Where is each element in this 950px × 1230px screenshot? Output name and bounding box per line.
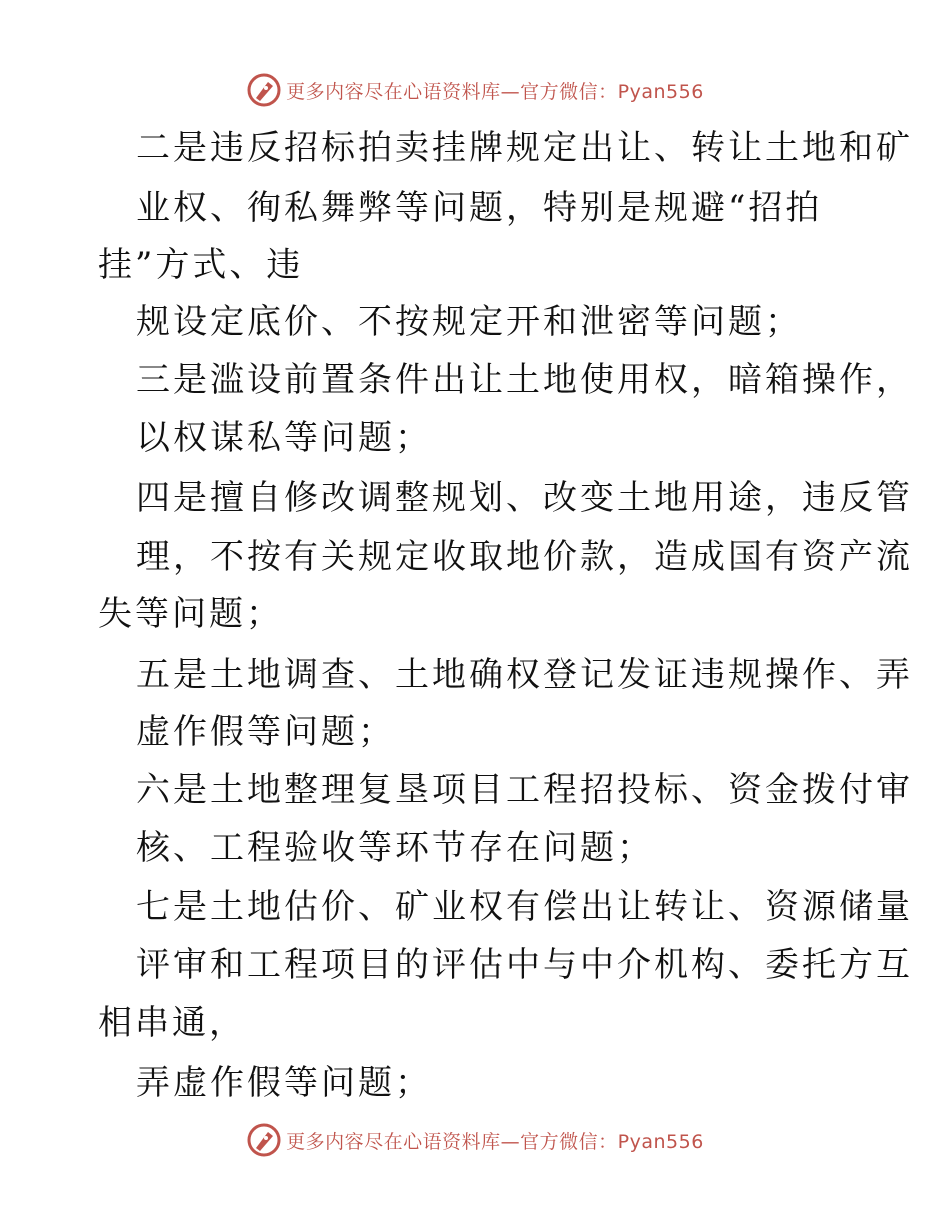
body-line: 七是土地估价、矿业权有偿出让转让、资源储量 — [136, 887, 913, 927]
body-line: 虚作假等问题； — [136, 712, 395, 752]
body-line: 二是违反招标拍卖挂牌规定出让、转让土地和矿 — [136, 128, 913, 168]
footer-site-text: 更多内容尽在心语资料库 — [286, 1130, 501, 1153]
header-wechat-text: 官方微信：Pyan556 — [520, 80, 704, 103]
header-site-text: 更多内容尽在心语资料库 — [286, 80, 501, 103]
body-line: 弄虚作假等问题； — [136, 1063, 432, 1103]
pen-nib-circle-icon — [246, 1122, 282, 1158]
body-line: 核、工程验收等环节存在问题； — [136, 828, 654, 868]
body-line: 规设定底价、不按规定开和泄密等问题； — [136, 302, 802, 342]
body-line: 业权、徇私舞弊等问题，特别是规避“招拍 — [136, 188, 823, 228]
body-line: 以权谋私等问题； — [136, 418, 432, 458]
body-line: 六是土地整理复垦项目工程招投标、资金拨付审 — [136, 770, 913, 810]
body-line: 挂”方式、违 — [98, 245, 304, 285]
body-line: 评审和工程项目的评估中与中介机构、委托方互 — [136, 945, 913, 985]
body-line: 五是土地调查、土地确权登记发证违规操作、弄 — [136, 655, 913, 695]
body-line: 相串通， — [98, 1003, 246, 1043]
footer-wechat-text: 官方微信：Pyan556 — [520, 1130, 704, 1153]
footer-text — [286, 1127, 704, 1154]
body-line: 三是滥设前置条件出让土地使用权，暗箱操作， — [136, 360, 913, 400]
footer-banner — [0, 1120, 950, 1160]
body-line: 理，不按有关规定收取地价款，造成国有资产流 — [136, 537, 913, 577]
header-separator: — — [500, 80, 521, 103]
footer-separator: — — [500, 1130, 521, 1153]
body-line: 失等问题； — [98, 594, 283, 634]
body-line: 四是擅自修改调整规划、改变土地用途，违反管 — [136, 478, 913, 518]
